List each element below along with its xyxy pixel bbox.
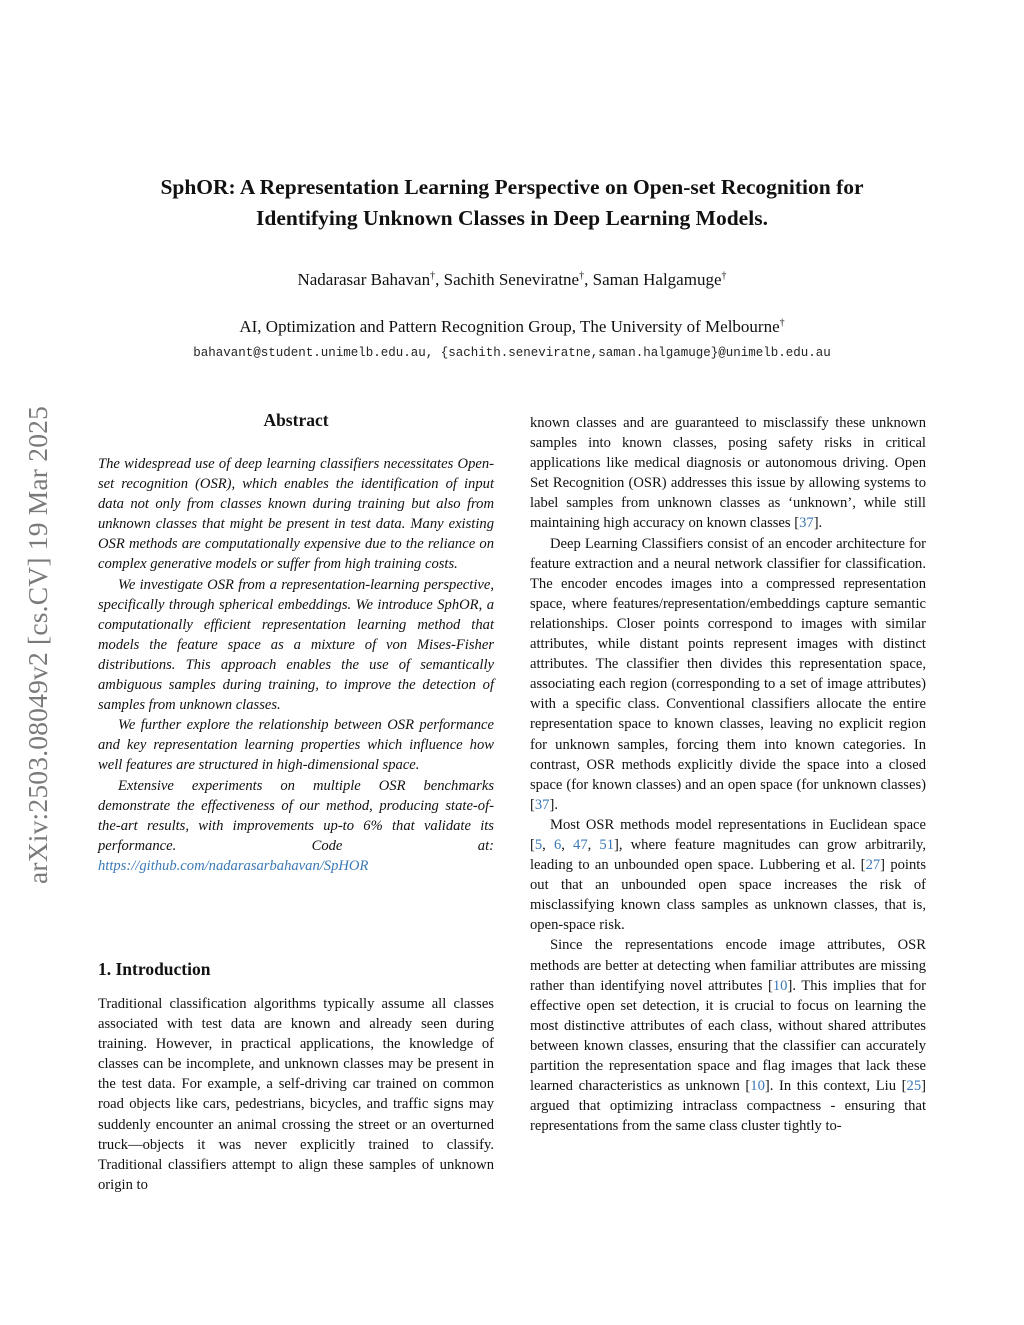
citation-link[interactable]: 25 <box>906 1078 922 1095</box>
citation-link[interactable]: 10 <box>772 977 788 994</box>
body-paragraph <box>530 413 926 534</box>
body-text: ]. This implies that for effective open set detection, it is crucial to focus on learning the most distinctive attributes of each class, without shared attributes between known classes, ensuring that the classifier can accurately partition the representation space and flag images that lack these learned characteristics as unknown [ <box>530 977 926 1095</box>
abstract-paragraph <box>98 776 494 876</box>
abstract-paragraph: We investigate OSR from a representation-learning perspective, specifically through spherical embeddings. We introduce SphOR, a computationally efficient representation learning method that models the feature space as a mixture of von Mises-Fisher distributions. This approach enables the use of semantically ambiguous samples during training, to improve the detection of samples from unknown classes. <box>98 576 494 714</box>
intro-paragraph: Traditional classification algorithms typically assume all classes associated with test data are known and already seen during training. However, in practical applications, the knowledge of classes can be incomplete, and unknown classes may be present in the test data. For example, a self-driving car trained on common road objects like cars, pedestrians, bicycles, and traffic signs may suddenly encounter an animal crossing the street or an overturned truck—objects it was never explicitly trained to classify. Traditional classifiers attempt to align these samples of unknown origin to <box>98 996 494 1193</box>
body-text: ], where feature magnitudes can grow arbitrarily, leading to an unbounded open space. Lubbering et al. [ <box>530 836 927 874</box>
body-text: known classes and are guaranteed to misclassify these unknown samples into known classes, posing safety risks in critical applications like medical diagnosis or autonomous driving. Open Set Recognition (OSR) addresses this issue by allowing systems to label samples from unknown classes as ‘unknown’, while still maintaining high accuracy on known classes [ <box>530 415 926 532</box>
citation-link[interactable]: 37 <box>534 796 550 813</box>
abstract-text: Extensive experiments on multiple OSR benchmarks demonstrate the effectiveness of our method, producing state-of-the-art results, with improvements up-to 6% that validate its performance. Code at: <box>98 777 494 854</box>
introduction-body <box>98 994 494 1195</box>
author-separator: , <box>584 270 593 289</box>
citation-link[interactable]: 5 <box>534 836 543 853</box>
citation-link[interactable]: 27 <box>865 857 881 874</box>
affiliation-text: AI, Optimization and Pattern Recognition Group, The University of Melbourne <box>239 317 780 336</box>
body-text: ] points out that an unbounded open space increases the risk of misclassifying known class samples as unknown classes, that is, open-space risk. <box>530 857 927 934</box>
arxiv-identifier: arXiv:2503.08049v2 [cs.CV] 19 Mar 2025 <box>22 405 53 885</box>
affiliation <box>90 317 934 337</box>
arxiv-side-stamp <box>8 350 68 940</box>
author-name: Sachith Seneviratne <box>443 270 580 289</box>
affiliation-mark: † <box>779 317 785 329</box>
citation-link[interactable]: 10 <box>750 1078 765 1095</box>
right-column <box>530 413 926 1136</box>
body-paragraph <box>530 935 926 1136</box>
author-mark: † <box>721 270 727 282</box>
body-paragraph <box>530 534 926 815</box>
author-mark: † <box>430 270 436 282</box>
author-list <box>90 270 934 290</box>
author-mark: † <box>579 270 585 282</box>
abstract-body <box>98 454 494 876</box>
author-name: Saman Halgamuge <box>592 270 722 289</box>
title-line-2: Identifying Unknown Classes in Deep Learning Models. <box>256 206 768 230</box>
code-link[interactable]: https://github.com/nadarasarbahavan/SpHOR <box>98 857 369 874</box>
citation-link[interactable]: 37 <box>799 515 814 532</box>
paper-title <box>90 172 934 234</box>
citation-link[interactable]: 47 <box>573 836 588 853</box>
abstract-heading: Abstract <box>263 410 329 430</box>
citation-link[interactable]: 6 <box>553 836 562 853</box>
section-heading-introduction: 1. Introduction <box>98 959 211 979</box>
author-emails: bahavant@student.unimelb.edu.au, {sachith.seneviratne,saman.halgamuge}@unimelb.edu.au <box>193 346 831 360</box>
abstract-paragraph: We further explore the relationship between OSR performance and key representation learning properties which influence how well features are structured in high-dimensional space. <box>98 717 494 774</box>
body-paragraph: Most OSR methods model representations in Euclidean space [5, 6, 47, 51], where feature magnitudes can grow arbitrarily, leading to an unbounded open space. Lubbering et al. [27] points out that an unbounded open space increases the risk of misclassifying known class samples as unknown classes, that is, open-space risk. <box>530 816 927 934</box>
author-name: Nadarasar Bahavan <box>297 270 431 289</box>
body-text: ]. <box>813 515 823 532</box>
citation-link[interactable]: 51 <box>599 836 614 853</box>
title-line-1: SphOR: A Representation Learning Perspective on Open-set Recognition for <box>160 175 864 199</box>
body-text: ]. In this context, Liu [ <box>764 1078 907 1095</box>
body-text: ]. <box>549 796 558 813</box>
body-text: Deep Learning Classifiers consist of an encoder architecture for feature extraction and a neural network classifier for classification. The encoder encodes images into a compressed representation space, where features/representation/embeddings capture semantic relationships. Closer points correspond to images with similar attributes, while distant points represent images with distinct attributes. The classifier then divides this representation space, associating each region (corresponding to a set of image attributes) with a specific class. Conventional classifiers allocate the entire representation space to known classes, leaving no explicit region for unknown samples, forcing them into known categories. In contrast, OSR methods explicitly divide the space into a closed space (for known classes) and an open space (for unknown classes) [ <box>530 535 926 813</box>
body-text: Since the representations encode image attributes, OSR methods are better at detecting when familiar attributes are missing rather than identifying novel attributes [ <box>530 937 926 994</box>
author-separator: , <box>435 270 444 289</box>
abstract-paragraph: The widespread use of deep learning classifiers necessitates Open-set recognition (OSR), which enables the identification of input data not only from classes known during training but also from unknown classes that might be present in test data. Many existing OSR methods are computationally expensive due to the reliance on complex generative models or suffer from high training costs. <box>98 456 494 573</box>
body-text: ] argued that optimizing intraclass compactness - ensuring that representations from the same class cluster tightly to- <box>530 1078 926 1135</box>
body-text: Most OSR methods model representations in Euclidean space [ <box>530 816 926 853</box>
